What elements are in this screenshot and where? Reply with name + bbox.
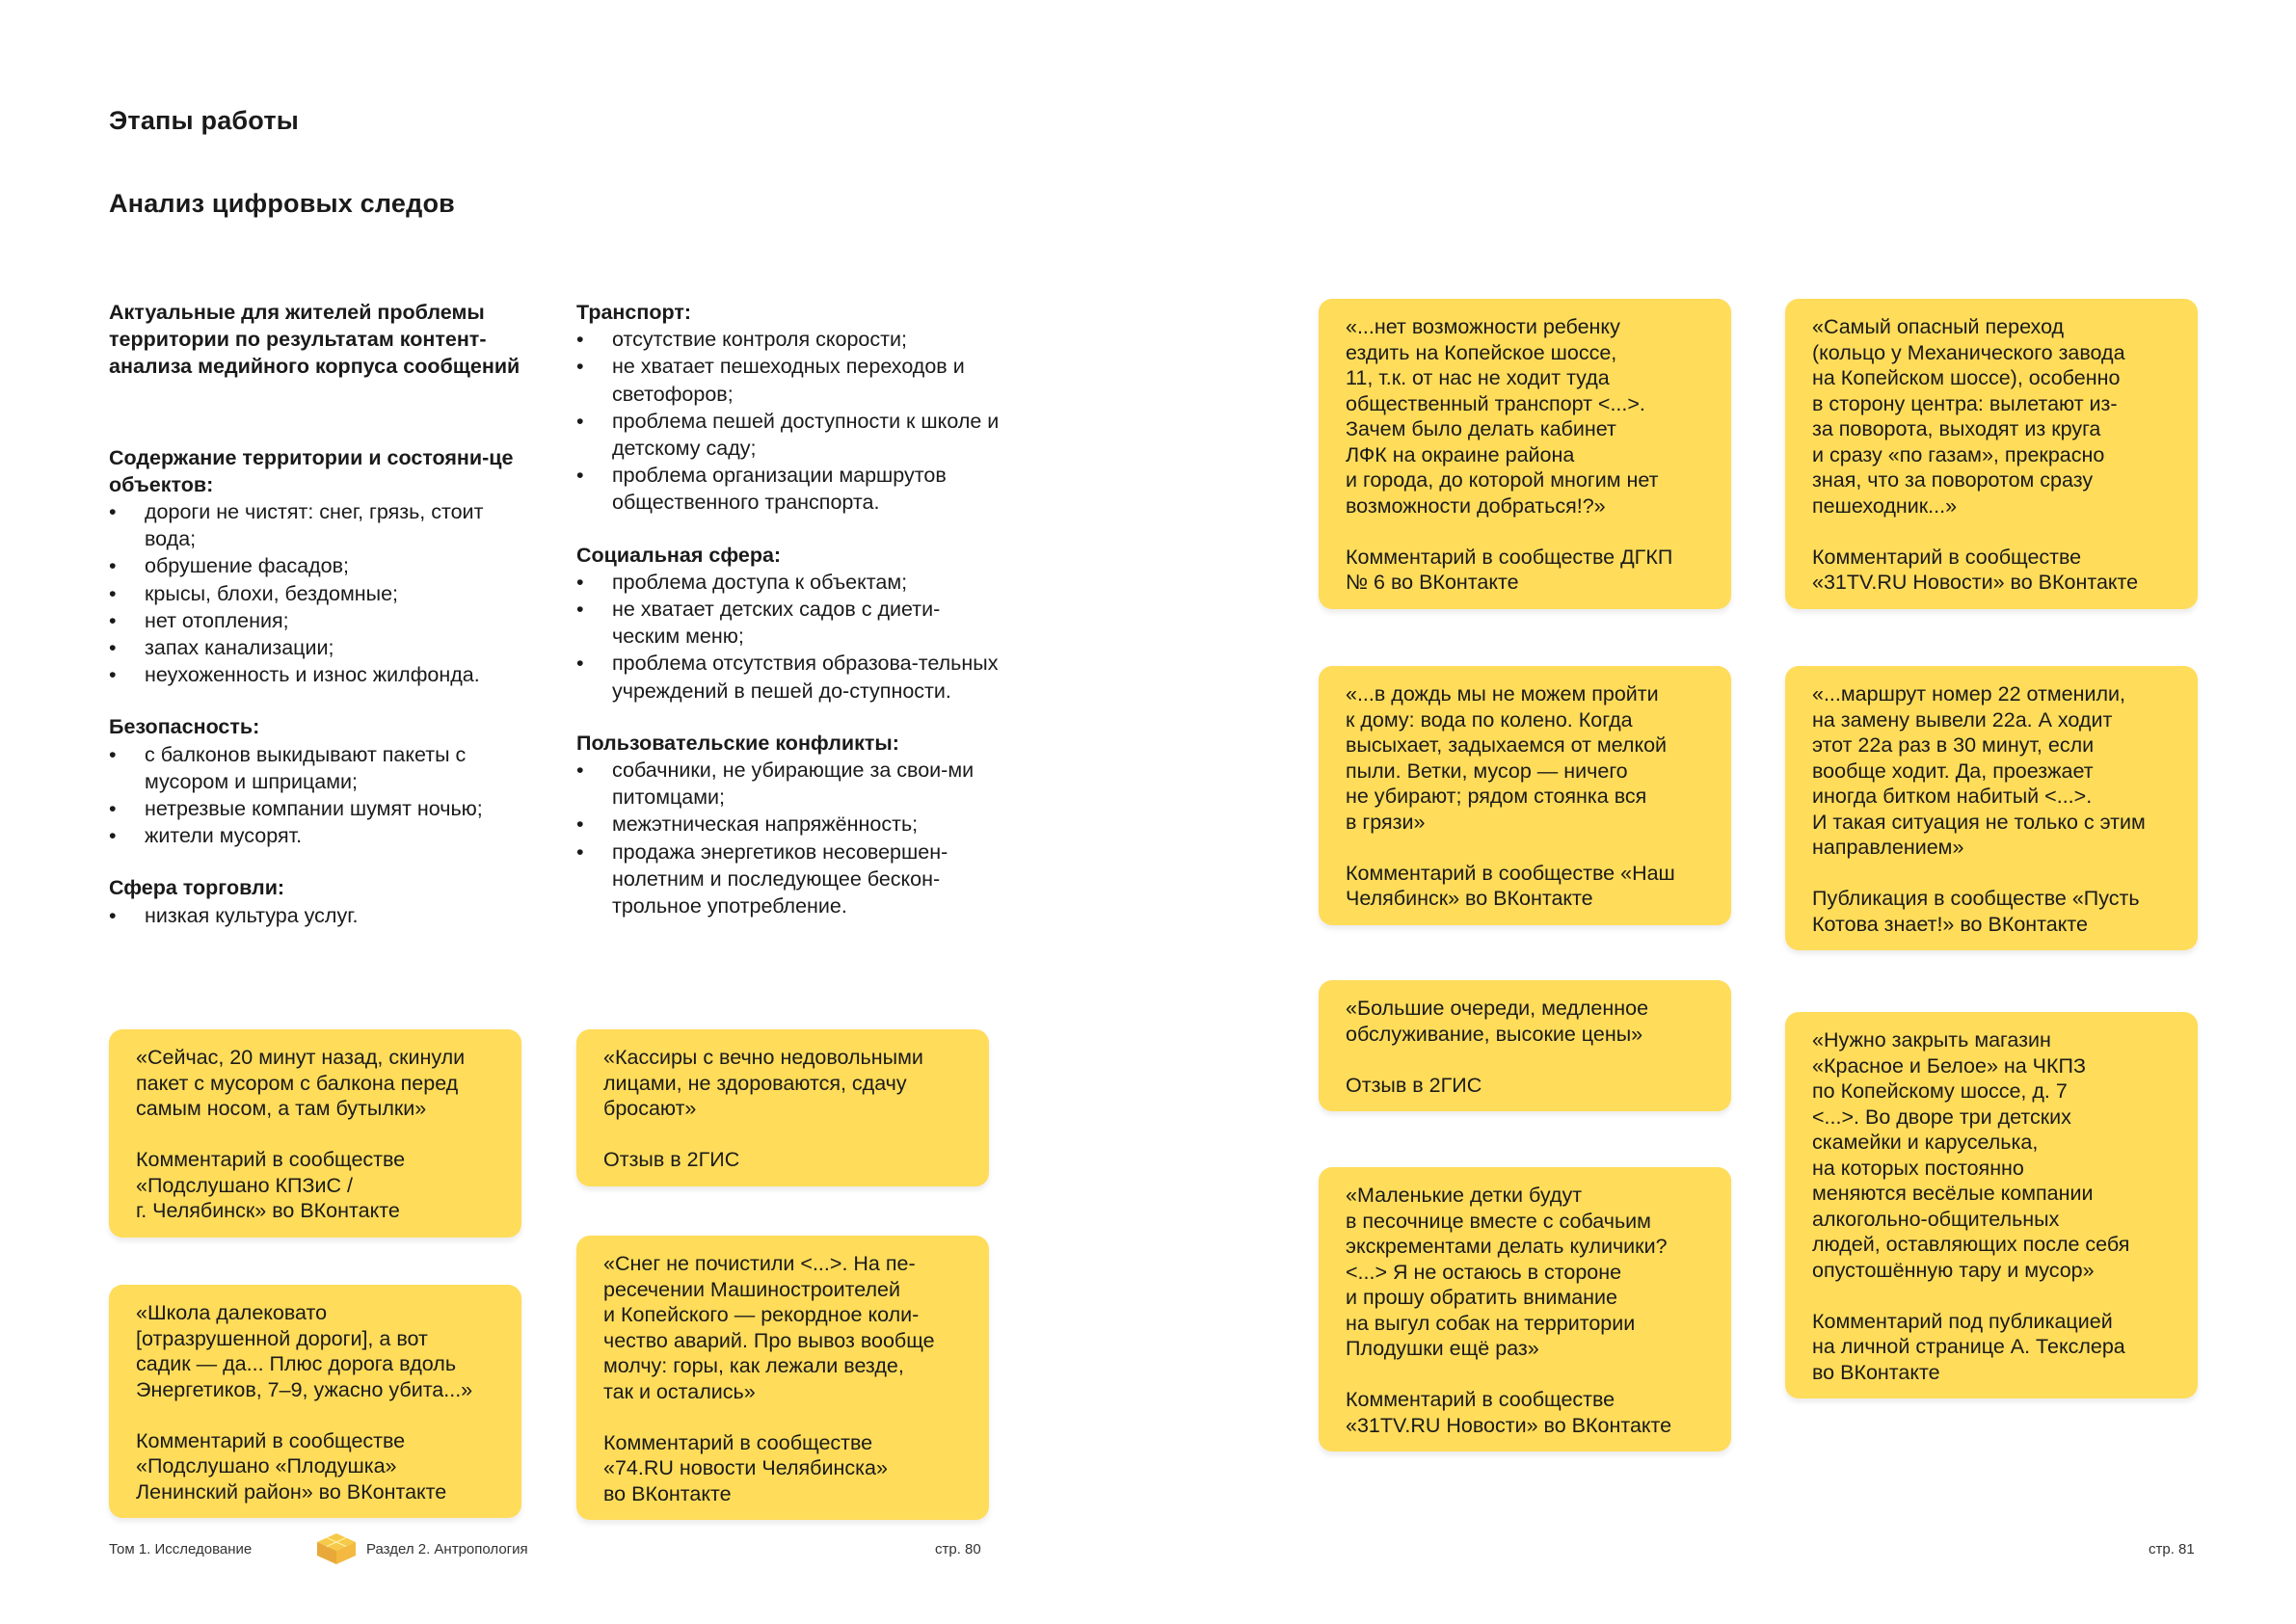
quote-source: Комментарий в сообществе «31TV.RU Новости» во ВКонтакте — [1346, 1388, 1672, 1437]
section-title: Сфера торговли: — [109, 876, 285, 900]
left-sections — [109, 444, 533, 929]
quote-text: «...в дождь мы не можем пройти к дому: вода по колено. Когда высыхает, задыхаемся от мелкой пыли. Ветки, мусор — ничего не убирают; рядом стоянка вся в грязи» — [1346, 682, 1668, 834]
problem-list — [109, 902, 533, 929]
list-item: • нет отопления; — [109, 607, 533, 634]
right-sections — [576, 299, 1001, 919]
quote-card — [1319, 666, 1731, 925]
problem-section — [109, 444, 533, 689]
problem-list — [576, 569, 1001, 705]
quote-text: «...маршрут номер 22 отменили, на замену вывели 22а. А ходит этот 22а раз в 30 минут, если вообще ходит. Да, проезжает иногда битком набитый <...>. И такая ситуация не только с этим направлением» — [1812, 682, 2146, 859]
list-item: • проблема пешей доступности к школе и детскому саду; — [576, 408, 1001, 462]
list-item: • дороги не чистят: снег, грязь, стоит вода; — [109, 498, 533, 552]
section-title: Пользовательские конфликты: — [576, 731, 899, 755]
quote-card — [576, 1236, 989, 1520]
quote-source: Комментарий в сообществе «Наш Челябинск» во ВКонтакте — [1346, 861, 1675, 910]
problem-section — [109, 713, 533, 849]
problem-list — [109, 498, 533, 688]
footer-section: Раздел 2. Антропология — [366, 1541, 528, 1557]
list-item: • не хватает пешеходных переходов и светофоров; — [576, 353, 1001, 407]
quote-source: Комментарий под публикацией на личной странице А. Текслера во ВКонтакте — [1812, 1309, 2125, 1384]
problem-list — [109, 741, 533, 850]
quote-text: «...нет возможности ребенку ездить на Копейское шоссе, 11, т.к. от нас не ходит туда общественный транспорт <...>. Зачем было делать кабинет ЛФК на окраине района и города, до которой многим нет возможности добраться!?» — [1346, 315, 1659, 518]
list-item: • неухоженность и износ жилфонда. — [109, 661, 533, 688]
quote-source: Комментарий в сообществе «74.RU новости Челябинска» во ВКонтакте — [603, 1430, 888, 1505]
section-title: Содержание территории и состояни-це объектов: — [109, 445, 514, 496]
problem-section — [109, 874, 533, 928]
quote-source: Комментарий в сообществе ДГКП № 6 во ВКонтакте — [1346, 545, 1673, 594]
quote-card — [1319, 980, 1731, 1111]
footer-page-left: стр. 80 — [935, 1541, 981, 1557]
section-title: Транспорт: — [576, 301, 692, 324]
list-item: • проблема доступа к объектам; — [576, 569, 1001, 596]
quote-card — [1785, 1012, 2198, 1398]
list-item: • продажа энергетиков несовершен-нолетним и последующее бескон-трольное употребление. — [576, 839, 1001, 920]
quote-source: Комментарий в сообществе «Подслушано «Плодушка» Ленинский район» во ВКонтакте — [136, 1428, 447, 1504]
quote-card — [109, 1285, 521, 1518]
quote-text: «Школа далековато [отразрушенной дороги], а вот садик — да... Плюс дорога вдоль Энергетиков, 7–9, ужасно убита...» — [136, 1301, 473, 1401]
quote-text: «Самый опасный переход (кольцо у Механического завода на Копейском шоссе), особенно в сторону центра: вылетают из- за поворота, выходят из круга и сразу «по газам», прекрасно зная, что за поворотом сразу пешеходник...» — [1812, 315, 2125, 518]
problem-list — [576, 757, 1001, 919]
footer-page-right: стр. 81 — [2149, 1541, 2195, 1557]
list-item: • проблема организации маршрутов общественного транспорта. — [576, 462, 1001, 516]
page-heading: Этапы работы — [109, 106, 300, 135]
problems-column-right — [576, 299, 1001, 945]
quote-source: Отзыв в 2ГИС — [603, 1148, 740, 1171]
list-item: • с балконов выкидывают пакеты с мусором и шприцами; — [109, 741, 533, 795]
list-item: • запах канализации; — [109, 634, 533, 661]
problem-section — [576, 299, 1001, 517]
list-item: • межэтническая напряжённость; — [576, 811, 1001, 838]
list-item: • отсутствие контроля скорости; — [576, 326, 1001, 353]
quote-card — [576, 1029, 989, 1186]
footer-volume: Том 1. Исследование — [109, 1541, 253, 1557]
quote-text: «Снег не почистили <...>. На пе- ресечении Машиностроителей и Копейского — рекордное коли- чество аварий. Про вывоз вообще молчу: горы, как лежали везде, так и остались» — [603, 1252, 935, 1403]
page-subheading: Анализ цифровых следов — [109, 189, 455, 218]
list-item: • крысы, блохи, бездомные; — [109, 580, 533, 607]
quote-text: «Кассиры с вечно недовольными лицами, не здороваются, сдачу бросают» — [603, 1046, 923, 1120]
quote-card — [1319, 1167, 1731, 1451]
problem-list — [576, 326, 1001, 516]
quote-source: Комментарий в сообществе «31TV.RU Новости» во ВКонтакте — [1812, 545, 2139, 594]
list-item: • обрушение фасадов; — [109, 552, 533, 579]
cube-logo-icon — [315, 1531, 358, 1566]
intro-text: Актуальные для жителей проблемы территории по результатам контент-анализа медийного корпуса сообщений — [109, 301, 521, 379]
list-item: • не хватает детских садов с диети-ческим меню; — [576, 596, 1001, 650]
list-item: • жители мусорят. — [109, 822, 533, 849]
quote-card — [1785, 666, 2198, 950]
list-item: • нетрезвые компании шумят ночью; — [109, 795, 533, 822]
quote-text: «Нужно закрыть магазин «Красное и Белое» на ЧКПЗ по Копейскому шоссе, д. 7 <...>. Во дворе три детских скамейки и каруселька, на которых постоянно меняются весёлые компании алкогольно-общительных людей, оставляющих после себя опустошённую тару и мусор» — [1812, 1028, 2130, 1282]
quote-text: «Маленькие детки будут в песочнице вместе с собачьим экскрементами делать куличики? <...> Я не остаюсь в стороне и прошу обратить внимание на выгул собак на территории Плодушки ещё раз» — [1346, 1184, 1668, 1360]
quote-text: «Сейчас, 20 минут назад, скинули пакет с мусором с балкона перед самым носом, а там бутылки» — [136, 1046, 466, 1120]
problem-section — [576, 542, 1001, 705]
list-item: • проблема отсутствия образова-тельных учреждений в пешей до-ступности. — [576, 650, 1001, 704]
quote-card — [1319, 299, 1731, 609]
problems-column-left — [109, 299, 533, 954]
section-title: Социальная сфера: — [576, 543, 782, 567]
quote-card — [1785, 299, 2198, 609]
section-title: Безопасность: — [109, 715, 260, 739]
list-item: • собачники, не убирающие за свои-ми питомцами; — [576, 757, 1001, 811]
quote-text: «Большие очереди, медленное обслуживание, высокие цены» — [1346, 997, 1649, 1046]
quote-card — [109, 1029, 521, 1238]
quote-source: Комментарий в сообществе «Подслушано КПЗиС / г. Челябинск» во ВКонтакте — [136, 1148, 406, 1222]
quote-source: Отзыв в 2ГИС — [1346, 1073, 1482, 1097]
problem-section — [576, 730, 1001, 919]
list-item: • низкая культура услуг. — [109, 902, 533, 929]
quote-source: Публикация в сообществе «Пусть Котова знает!» во ВКонтакте — [1812, 887, 2140, 936]
